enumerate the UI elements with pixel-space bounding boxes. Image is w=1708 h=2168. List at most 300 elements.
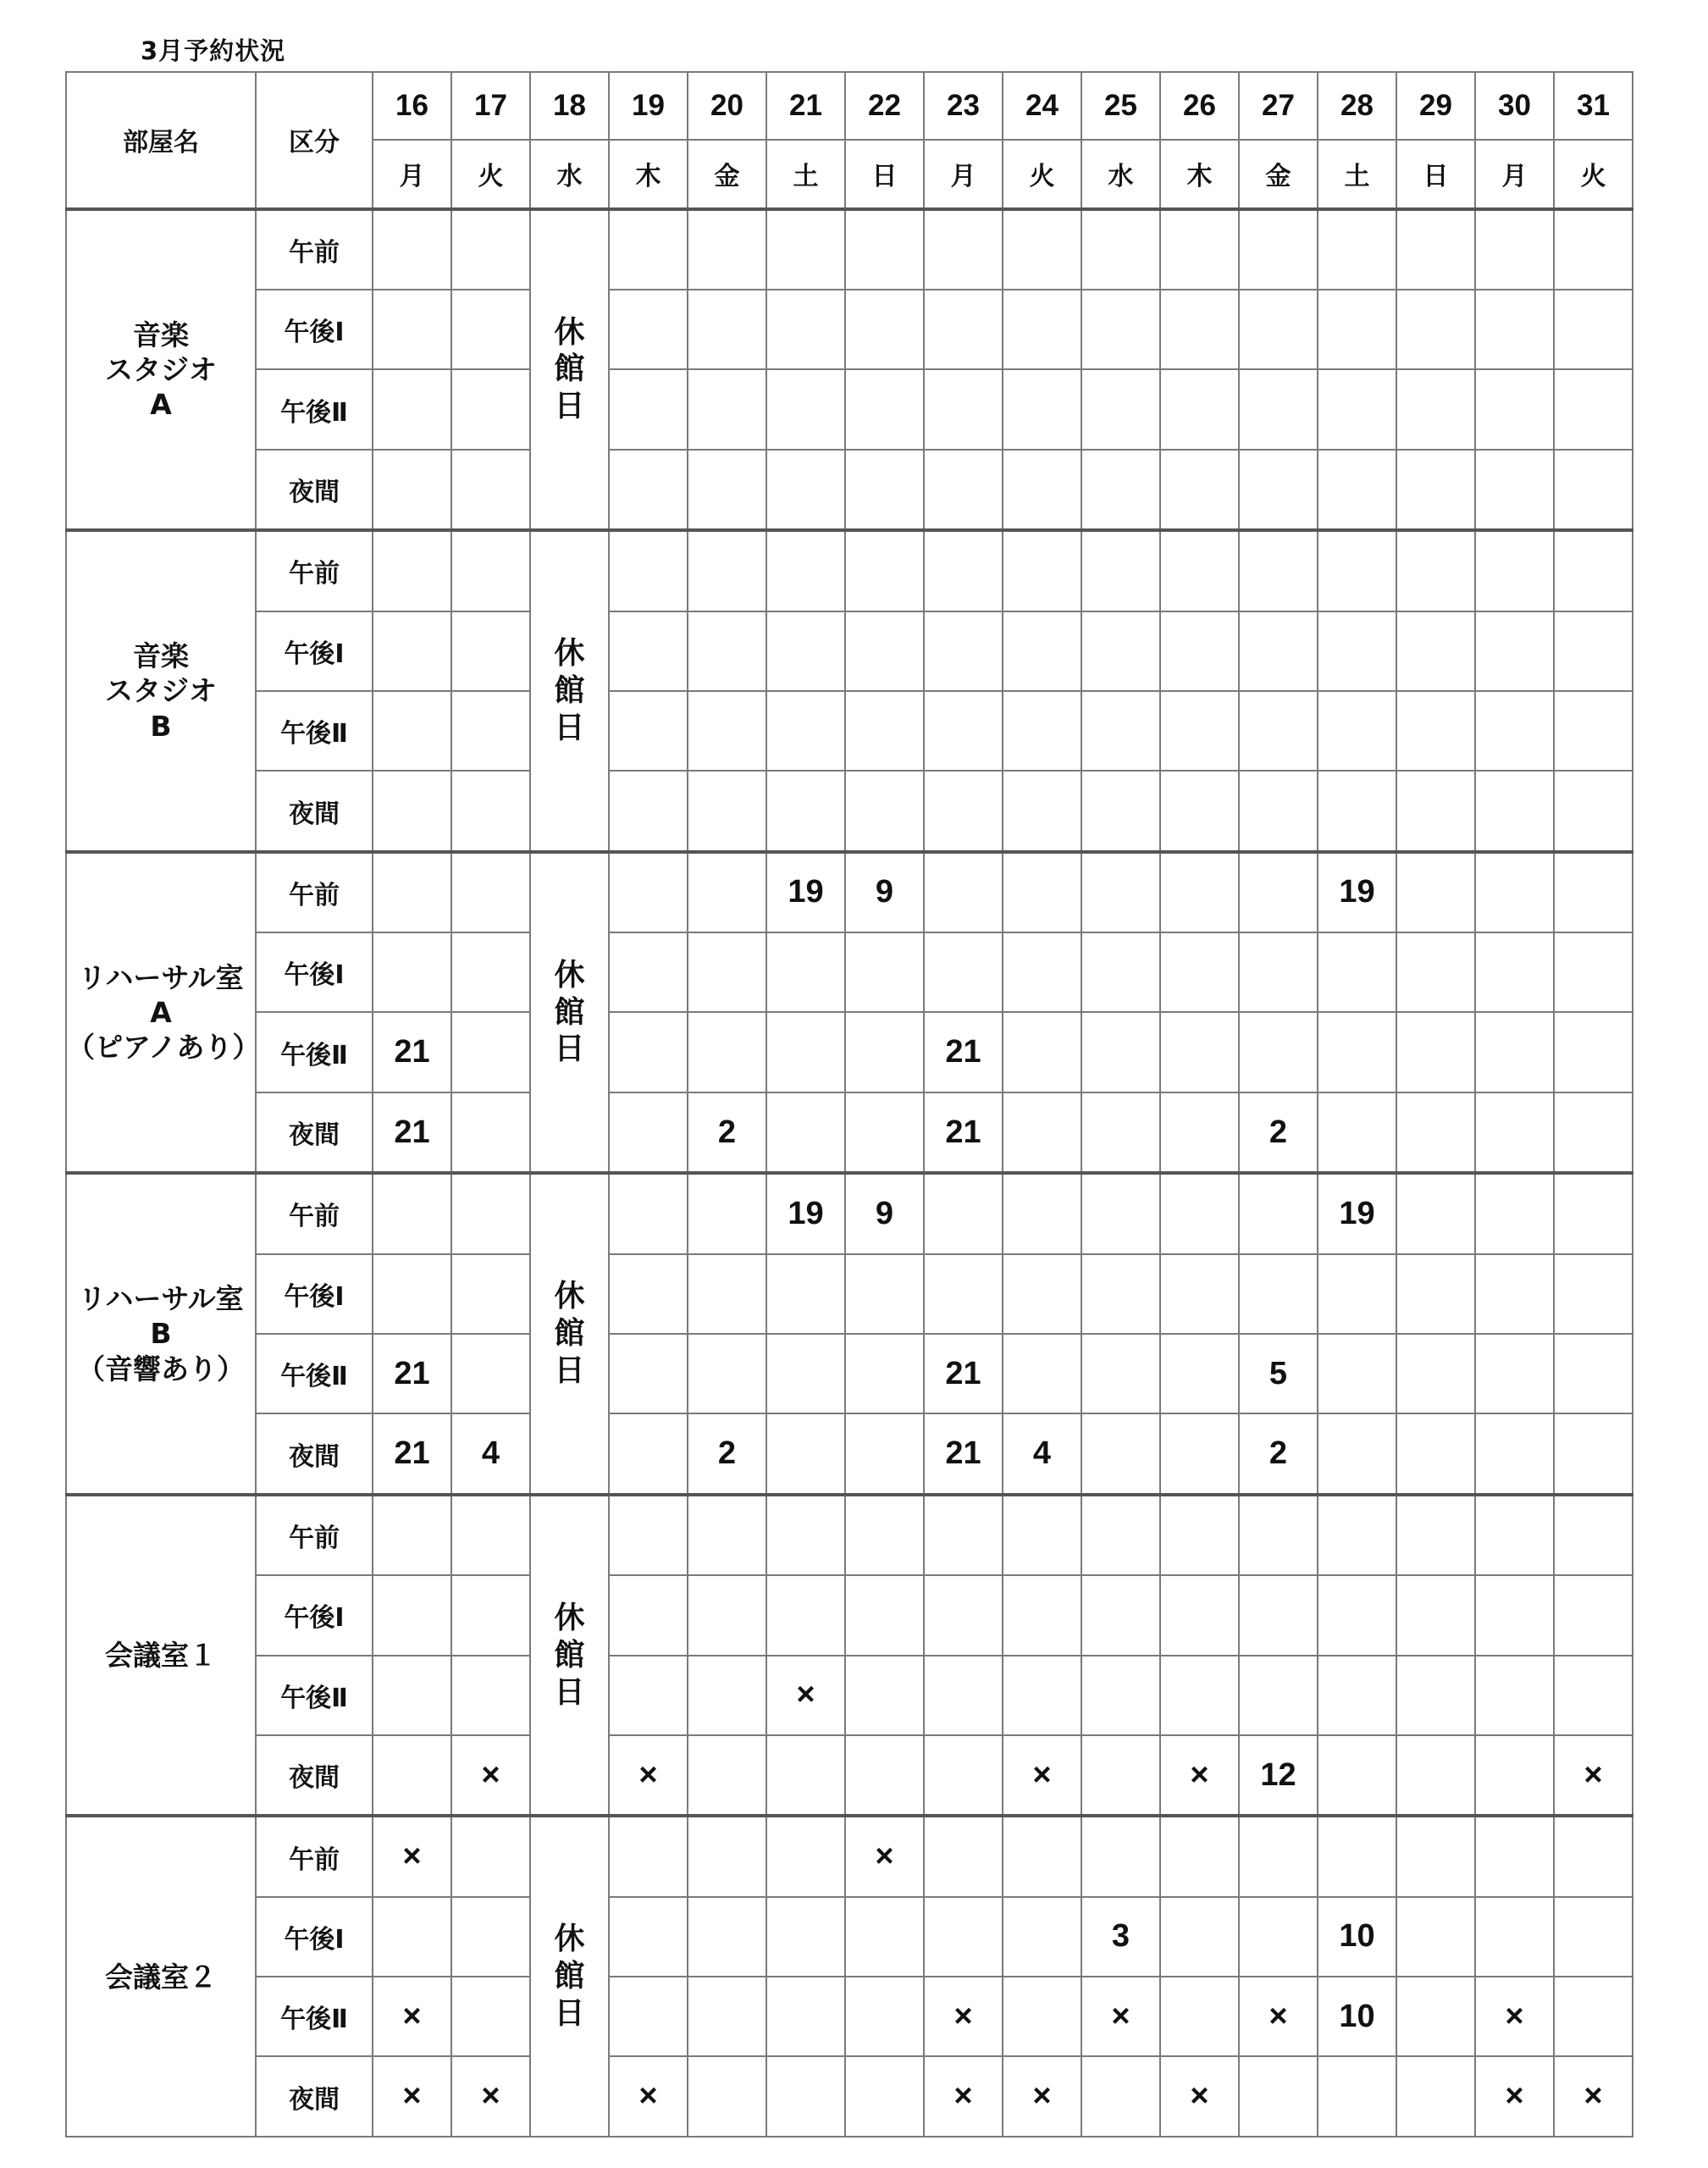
reservation-cell xyxy=(1318,1413,1396,1494)
closed-label-char: 休 xyxy=(554,314,585,350)
reservation-cell xyxy=(609,1656,688,1735)
weekday-header: 金 xyxy=(1239,140,1318,208)
reservation-cell xyxy=(451,1334,530,1413)
reservation-cell xyxy=(845,369,924,449)
time-slot-label: 夜間 xyxy=(256,1092,373,1173)
time-slot-label: 午前 xyxy=(256,530,373,611)
reservation-cell: 2 xyxy=(688,1092,766,1173)
reservation-cell xyxy=(373,1656,451,1735)
reservation-cell xyxy=(1554,691,1633,771)
reservation-cell xyxy=(766,1413,845,1494)
reservation-cell xyxy=(1239,1495,1318,1575)
reservation-cell xyxy=(1003,450,1081,530)
reservation-cell xyxy=(1160,1092,1239,1173)
reservation-cell xyxy=(766,691,845,771)
time-slot-label: 午後Ⅰ xyxy=(256,1575,373,1655)
weekday-header: 土 xyxy=(766,140,845,208)
reservation-cell xyxy=(1554,1173,1633,1253)
reservation-cell xyxy=(845,771,924,851)
reservation-cell xyxy=(688,1575,766,1655)
reservation-cell xyxy=(1239,369,1318,449)
reservation-cell xyxy=(1239,209,1318,290)
reservation-cell xyxy=(845,691,924,771)
reservation-cell xyxy=(766,1012,845,1092)
reservation-cell xyxy=(1475,1012,1554,1092)
reservation-cell: × xyxy=(1081,1977,1160,2056)
reservation-cell xyxy=(1003,1656,1081,1735)
reservation-cell xyxy=(688,1334,766,1413)
closed-label-char: 休 xyxy=(554,1922,585,1957)
reservation-cell xyxy=(451,611,530,691)
reservation-cell xyxy=(1554,1977,1633,2056)
reservation-cell xyxy=(609,1173,688,1253)
reservation-cell xyxy=(1396,691,1475,771)
reservation-cell xyxy=(924,1254,1003,1334)
reservation-cell xyxy=(1081,852,1160,932)
reservation-cell xyxy=(1554,450,1633,530)
reservation-cell xyxy=(766,932,845,1012)
weekday-header: 土 xyxy=(1318,140,1396,208)
table-row xyxy=(66,1495,1633,1575)
reservation-cell xyxy=(1160,771,1239,851)
reservation-cell xyxy=(924,932,1003,1012)
reservation-cell xyxy=(451,1816,530,1896)
reservation-cell xyxy=(1160,369,1239,449)
reservation-cell xyxy=(609,1334,688,1413)
reservation-cell xyxy=(373,611,451,691)
time-slot-label: 午前 xyxy=(256,1173,373,1253)
reservation-cell xyxy=(845,1092,924,1173)
closed-label-char: 休 xyxy=(554,636,585,672)
reservation-cell: 19 xyxy=(1318,852,1396,932)
header-row-days xyxy=(66,72,1633,140)
day-number-header: 30 xyxy=(1475,72,1554,140)
time-slot-label: 午後Ⅰ xyxy=(256,290,373,369)
time-slot-label: 午後Ⅱ xyxy=(256,1977,373,2056)
reservation-cell xyxy=(845,209,924,290)
reservation-cell xyxy=(688,1495,766,1575)
reservation-cell xyxy=(1081,771,1160,851)
reservation-cell xyxy=(1554,771,1633,851)
reservation-cell xyxy=(1396,1413,1475,1494)
reservation-cell xyxy=(1003,1977,1081,2056)
reservation-cell xyxy=(1475,771,1554,851)
time-slot-label: 午後Ⅱ xyxy=(256,1012,373,1092)
reservation-cell xyxy=(1475,1334,1554,1413)
weekday-header: 日 xyxy=(845,140,924,208)
reservation-cell xyxy=(688,369,766,449)
reservation-cell xyxy=(1396,1735,1475,1816)
closed-label-char: 日 xyxy=(554,1352,585,1388)
table-row xyxy=(66,932,1633,1012)
day-number-header: 23 xyxy=(924,72,1003,140)
reservation-cell xyxy=(373,290,451,369)
closed-label-char: 日 xyxy=(554,389,585,424)
reservation-cell: 21 xyxy=(373,1012,451,1092)
reservation-cell xyxy=(373,450,451,530)
reservation-cell xyxy=(1160,1897,1239,1977)
day-number-header: 31 xyxy=(1554,72,1633,140)
reservation-cell: × xyxy=(373,2056,451,2137)
reservation-cell xyxy=(1160,852,1239,932)
table-row xyxy=(66,1575,1633,1655)
reservation-cell: 2 xyxy=(688,1413,766,1494)
reservation-cell xyxy=(1475,1495,1554,1575)
reservation-cell xyxy=(1554,530,1633,611)
reservation-cell xyxy=(1554,369,1633,449)
reservation-cell xyxy=(1003,369,1081,449)
reservation-cell xyxy=(373,852,451,932)
reservation-cell: 21 xyxy=(373,1413,451,1494)
reservation-cell xyxy=(1554,290,1633,369)
reservation-cell: × xyxy=(1003,2056,1081,2137)
reservation-cell xyxy=(1396,450,1475,530)
reservation-cell xyxy=(1003,1092,1081,1173)
reservation-cell xyxy=(1160,1495,1239,1575)
time-slot-label: 午後Ⅰ xyxy=(256,1897,373,1977)
reservation-cell: 19 xyxy=(766,852,845,932)
reservation-cell xyxy=(845,1977,924,2056)
reservation-cell: 4 xyxy=(451,1413,530,1494)
reservation-cell xyxy=(766,209,845,290)
reservation-cell xyxy=(373,1173,451,1253)
reservation-cell xyxy=(1081,1735,1160,1816)
reservation-cell xyxy=(766,771,845,851)
reservation-cell xyxy=(1318,932,1396,1012)
table-row xyxy=(66,771,1633,851)
room-name-line: リハーサル室 xyxy=(78,960,244,994)
reservation-cell: 9 xyxy=(845,1173,924,1253)
table-row xyxy=(66,1816,1633,1896)
reservation-cell xyxy=(1160,1173,1239,1253)
reservation-cell xyxy=(1318,1254,1396,1334)
reservation-cell xyxy=(1239,1012,1318,1092)
reservation-cell xyxy=(1554,1254,1633,1334)
reservation-cell xyxy=(1554,1656,1633,1735)
reservation-cell xyxy=(924,290,1003,369)
time-slot-label: 午前 xyxy=(256,209,373,290)
reservation-cell xyxy=(1318,691,1396,771)
reservation-cell xyxy=(1396,1012,1475,1092)
closed-day-cell xyxy=(530,1816,609,2137)
closed-label-char: 館 xyxy=(554,673,585,708)
time-slot-label: 夜間 xyxy=(256,1413,373,1494)
reservation-cell xyxy=(1475,852,1554,932)
day-number-header: 18 xyxy=(530,72,609,140)
reservation-cell xyxy=(1239,450,1318,530)
reservation-cell xyxy=(1396,530,1475,611)
reservation-cell xyxy=(766,1735,845,1816)
reservation-cell xyxy=(1318,611,1396,691)
weekday-header: 水 xyxy=(530,140,609,208)
reservation-cell xyxy=(1081,1012,1160,1092)
reservation-cell xyxy=(1003,852,1081,932)
reservation-cell xyxy=(766,450,845,530)
reservation-cell: 21 xyxy=(924,1092,1003,1173)
reservation-cell: × xyxy=(766,1656,845,1735)
reservation-cell xyxy=(1318,369,1396,449)
reservation-cell xyxy=(688,1897,766,1977)
reservation-cell xyxy=(766,1816,845,1896)
reservation-cell xyxy=(1160,1656,1239,1735)
table-row xyxy=(66,450,1633,530)
reservation-cell xyxy=(766,1092,845,1173)
closed-label-char: 館 xyxy=(554,1316,585,1352)
reservation-cell: × xyxy=(451,2056,530,2137)
reservation-cell xyxy=(1239,530,1318,611)
table-row xyxy=(66,1897,1633,1977)
reservation-cell xyxy=(609,450,688,530)
reservation-cell xyxy=(1318,1012,1396,1092)
reservation-cell xyxy=(1081,1575,1160,1655)
reservation-cell xyxy=(924,1656,1003,1735)
reservation-cell xyxy=(1160,530,1239,611)
reservation-cell xyxy=(609,691,688,771)
reservation-cell xyxy=(688,1173,766,1253)
room-name-line: 音楽 xyxy=(133,318,189,351)
reservation-cell xyxy=(1239,932,1318,1012)
reservation-cell xyxy=(609,611,688,691)
closed-label-char: 館 xyxy=(554,351,585,387)
closed-day-cell xyxy=(530,1495,609,1817)
table-row xyxy=(66,290,1633,369)
reservation-cell xyxy=(1081,530,1160,611)
reservation-cell xyxy=(1396,2056,1475,2137)
reservation-cell: × xyxy=(373,1977,451,2056)
reservation-cell xyxy=(1396,1897,1475,1977)
reservation-cell xyxy=(1318,1495,1396,1575)
reservation-cell xyxy=(688,1012,766,1092)
reservation-cell xyxy=(1003,1816,1081,1896)
closed-label-char: 休 xyxy=(554,1279,585,1314)
reservation-cell xyxy=(1475,1735,1554,1816)
reservation-cell xyxy=(609,1254,688,1334)
reservation-cell xyxy=(1396,1575,1475,1655)
room-name-cell xyxy=(66,852,261,1174)
reservation-cell xyxy=(924,1495,1003,1575)
reservation-cell xyxy=(924,369,1003,449)
table-row xyxy=(66,1656,1633,1735)
reservation-cell xyxy=(1081,691,1160,771)
reservation-cell: 21 xyxy=(924,1413,1003,1494)
reservation-cell xyxy=(688,2056,766,2137)
reservation-cell xyxy=(1396,1334,1475,1413)
time-slot-label: 夜間 xyxy=(256,450,373,530)
reservation-cell xyxy=(845,1656,924,1735)
reservation-cell xyxy=(373,530,451,611)
reservation-cell xyxy=(1318,1656,1396,1735)
reservation-cell: 21 xyxy=(924,1334,1003,1413)
table-row xyxy=(66,1012,1633,1092)
reservation-cell xyxy=(1081,932,1160,1012)
reservation-cell xyxy=(845,1897,924,1977)
reservation-cell xyxy=(1554,1012,1633,1092)
weekday-header: 月 xyxy=(924,140,1003,208)
closed-label-char: 館 xyxy=(554,1637,585,1673)
weekday-header: 月 xyxy=(1475,140,1554,208)
reservation-cell xyxy=(766,1897,845,1977)
table-row xyxy=(66,1977,1633,2056)
reservation-cell xyxy=(845,1575,924,1655)
reservation-cell xyxy=(1160,611,1239,691)
reservation-cell xyxy=(1081,450,1160,530)
day-number-header: 16 xyxy=(373,72,451,140)
reservation-cell: 10 xyxy=(1318,1977,1396,2056)
reservation-cell xyxy=(1160,1334,1239,1413)
reservation-cell xyxy=(373,369,451,449)
reservation-cell xyxy=(373,1575,451,1655)
table-row xyxy=(66,1735,1633,1816)
reservation-cell xyxy=(609,852,688,932)
reservation-cell xyxy=(451,932,530,1012)
reservation-cell xyxy=(1318,1575,1396,1655)
reservation-cell xyxy=(1081,1495,1160,1575)
reservation-cell xyxy=(1475,1413,1554,1494)
reservation-cell xyxy=(1554,852,1633,932)
reservation-cell xyxy=(924,852,1003,932)
reservation-cell xyxy=(688,1656,766,1735)
reservation-cell xyxy=(1318,290,1396,369)
reservation-cell xyxy=(924,1735,1003,1816)
weekday-header: 木 xyxy=(1160,140,1239,208)
reservation-cell xyxy=(609,369,688,449)
reservation-cell xyxy=(1081,1254,1160,1334)
reservation-cell xyxy=(451,771,530,851)
reservation-cell xyxy=(766,2056,845,2137)
weekday-header: 火 xyxy=(1003,140,1081,208)
reservation-cell xyxy=(845,1413,924,1494)
reservation-cell xyxy=(1475,1816,1554,1896)
day-number-header: 20 xyxy=(688,72,766,140)
closed-label-char: 日 xyxy=(554,1674,585,1710)
reservation-cell xyxy=(451,1495,530,1575)
table-row xyxy=(66,369,1633,449)
table-row xyxy=(66,1092,1633,1173)
reservation-cell xyxy=(1160,691,1239,771)
reservation-cell xyxy=(766,1254,845,1334)
reservation-cell xyxy=(1554,1413,1633,1494)
time-slot-label: 午後Ⅰ xyxy=(256,611,373,691)
time-slot-label: 午後Ⅱ xyxy=(256,369,373,449)
reservation-cell xyxy=(1239,1254,1318,1334)
reservation-cell xyxy=(1396,611,1475,691)
reservation-cell: × xyxy=(1554,2056,1633,2137)
reservation-cell xyxy=(609,209,688,290)
closed-label-char: 休 xyxy=(554,957,585,993)
reservation-cell: × xyxy=(845,1816,924,1896)
reservation-cell xyxy=(451,1254,530,1334)
day-number-header: 29 xyxy=(1396,72,1475,140)
room-name-line: （音響あり） xyxy=(77,1352,245,1385)
reservation-cell: × xyxy=(1554,1735,1633,1816)
room-name-line: 会議室１ xyxy=(105,1638,217,1672)
reservation-cell xyxy=(1554,1575,1633,1655)
reservation-cell xyxy=(1081,611,1160,691)
reservation-cell xyxy=(609,1413,688,1494)
time-slot-label: 夜間 xyxy=(256,771,373,851)
reservation-cell xyxy=(766,611,845,691)
reservation-cell: 21 xyxy=(373,1334,451,1413)
reservation-cell: 21 xyxy=(373,1092,451,1173)
weekday-header: 火 xyxy=(451,140,530,208)
reservation-cell xyxy=(1318,771,1396,851)
reservation-cell xyxy=(1475,1656,1554,1735)
reservation-cell xyxy=(1160,209,1239,290)
reservation-cell xyxy=(1318,1334,1396,1413)
reservation-cell xyxy=(1160,1254,1239,1334)
closed-label-char: 日 xyxy=(554,1996,585,2032)
reservation-cell xyxy=(766,1334,845,1413)
reservation-cell xyxy=(1396,1495,1475,1575)
reservation-cell xyxy=(373,771,451,851)
reservation-cell xyxy=(688,209,766,290)
reservation-cell xyxy=(766,530,845,611)
reservation-cell: 19 xyxy=(766,1173,845,1253)
reservation-cell xyxy=(1081,1334,1160,1413)
reservation-cell xyxy=(1160,932,1239,1012)
table-row xyxy=(66,852,1633,932)
time-slot-label: 夜間 xyxy=(256,2056,373,2137)
reservation-cell xyxy=(1475,369,1554,449)
reservation-cell xyxy=(1475,1173,1554,1253)
reservation-cell: 2 xyxy=(1239,1092,1318,1173)
reservation-cell: × xyxy=(1160,1735,1239,1816)
reservation-cell xyxy=(1475,209,1554,290)
reservation-cell: × xyxy=(1003,1735,1081,1816)
day-number-header: 19 xyxy=(609,72,688,140)
reservation-cell xyxy=(609,1816,688,1896)
room-name-line: B xyxy=(150,1317,172,1351)
reservation-cell xyxy=(688,932,766,1012)
reservation-cell: × xyxy=(1475,2056,1554,2137)
reservation-cell xyxy=(451,1173,530,1253)
closed-day-cell xyxy=(530,852,609,1174)
reservation-cell xyxy=(1554,932,1633,1012)
reservation-cell xyxy=(1475,691,1554,771)
weekday-header: 日 xyxy=(1396,140,1475,208)
reservation-cell: × xyxy=(924,1977,1003,2056)
closed-day-cell xyxy=(530,209,609,531)
reservation-cell xyxy=(373,1897,451,1977)
weekday-header: 金 xyxy=(688,140,766,208)
table-row xyxy=(66,1173,1633,1253)
reservation-cell xyxy=(609,530,688,611)
reservation-cell xyxy=(766,1977,845,2056)
reservation-cell xyxy=(1003,1012,1081,1092)
reservation-cell xyxy=(609,771,688,851)
reservation-cell xyxy=(1160,1816,1239,1896)
reservation-cell xyxy=(451,1012,530,1092)
reservation-cell xyxy=(1554,1816,1633,1896)
reservation-cell: 9 xyxy=(845,852,924,932)
reservation-cell xyxy=(373,209,451,290)
reservation-cell xyxy=(609,290,688,369)
reservation-cell xyxy=(1554,209,1633,290)
reservation-cell xyxy=(766,1575,845,1655)
reservation-cell xyxy=(1003,691,1081,771)
room-name-cell xyxy=(66,1495,256,1817)
reservation-cell xyxy=(1081,209,1160,290)
reservation-cell xyxy=(924,691,1003,771)
reservation-cell: × xyxy=(609,1735,688,1816)
closed-label-char: 日 xyxy=(554,710,585,745)
reservation-cell xyxy=(845,611,924,691)
table-row xyxy=(66,611,1633,691)
reservation-cell xyxy=(1081,1173,1160,1253)
reservation-cell xyxy=(688,852,766,932)
room-name-line: スタジオ xyxy=(105,352,217,386)
reservation-cell xyxy=(1239,1816,1318,1896)
